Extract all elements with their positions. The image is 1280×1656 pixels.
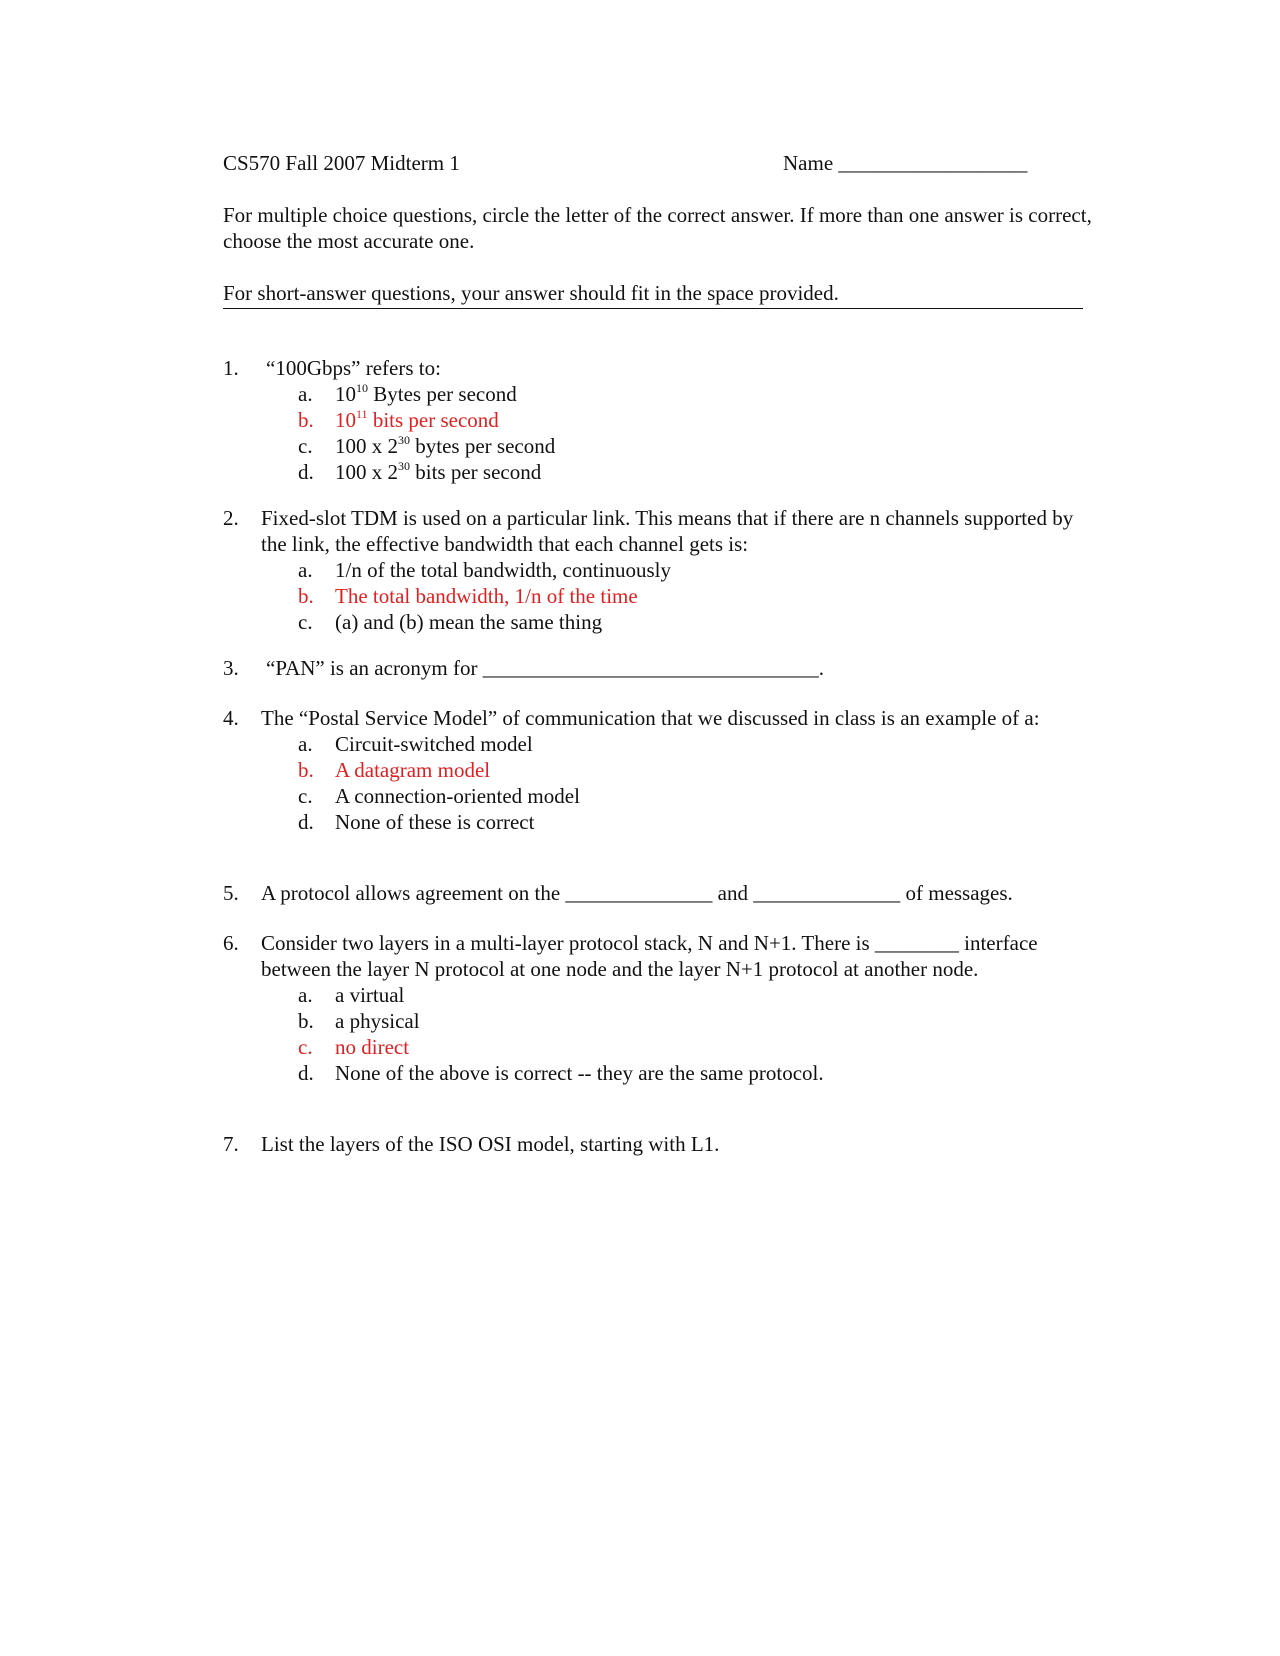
option-b <box>298 1008 1093 1034</box>
option-letter: d. <box>298 460 314 484</box>
option-letter: c. <box>298 1035 313 1059</box>
option-a <box>298 731 1093 757</box>
question-number: 4. <box>223 706 239 730</box>
option-a <box>298 557 1093 583</box>
question-number: 5. <box>223 881 239 905</box>
question-number: 3. <box>223 656 239 680</box>
question-number: 7. <box>223 1132 239 1156</box>
option-text: 100 x $2^{30}$ bits per second <box>335 459 542 484</box>
option-text: no direct <box>335 1035 410 1059</box>
option-list <box>223 731 1093 835</box>
short-answer-instructions: For short-answer questions, your answer should fit in the space provided. <box>223 280 1083 309</box>
question-text: “PAN” is an acronym for ________________________________. <box>266 656 825 680</box>
option-text: a virtual <box>335 983 405 1007</box>
option-letter: d. <box>298 1061 314 1085</box>
option-d <box>298 809 1093 835</box>
option-letter: b. <box>298 408 314 432</box>
option-b-correct-answer <box>298 757 1093 783</box>
option-letter: b. <box>298 758 314 782</box>
question-text: “100Gbps” refers to: <box>266 356 441 380</box>
option-text: (a) and (b) mean the same thing <box>335 610 603 634</box>
option-letter: c. <box>298 434 313 458</box>
option-letter: b. <box>298 584 314 608</box>
option-d <box>298 459 1093 485</box>
question-text: The “Postal Service Model” of communication that we discussed in class is an example of a: <box>261 706 1040 730</box>
option-b-correct-answer <box>298 583 1093 609</box>
option-text: A connection-oriented model <box>335 784 580 808</box>
option-text: 100 x $2^{30}$ bytes per second <box>335 433 556 458</box>
question-3 <box>223 655 1093 681</box>
question-2 <box>223 505 1093 635</box>
option-text: 1/n of the total bandwidth, continuously <box>335 558 671 582</box>
option-text: $10^{10}$ Bytes per second <box>335 381 517 406</box>
multiple-choice-instructions: For multiple choice questions, circle the letter of the correct answer. If more than one answer is correct, choose the most accurate one. <box>223 203 1092 253</box>
option-a <box>298 982 1093 1008</box>
option-letter: c. <box>298 610 313 634</box>
option-text: A datagram model <box>335 758 491 782</box>
question-1 <box>223 355 1093 485</box>
question-4 <box>223 705 1093 835</box>
option-list <box>223 381 1093 485</box>
option-list <box>223 982 1093 1086</box>
option-list <box>223 557 1093 635</box>
option-c-correct-answer <box>298 1034 1093 1060</box>
question-text: Fixed-slot TDM is used on a particular link. This means that if there are n channels supported by the link, the effective bandwidth that each channel gets is: <box>261 506 1074 556</box>
option-letter: a. <box>298 382 313 406</box>
option-b-correct-answer <box>298 407 1093 433</box>
option-text: The total bandwidth, 1/n of the time <box>335 584 638 608</box>
option-c <box>298 783 1093 809</box>
question-text: A protocol allows agreement on the ______________ and ______________ of messages. <box>261 881 1013 905</box>
option-a <box>298 381 1093 407</box>
exam-header <box>223 150 1083 176</box>
question-6 <box>223 930 1093 1086</box>
question-7 <box>223 1131 1093 1157</box>
question-number: 1. <box>223 356 239 380</box>
option-letter: c. <box>298 784 313 808</box>
question-text: List the layers of the ISO OSI model, starting with L1. <box>261 1132 720 1156</box>
question-5 <box>223 880 1093 906</box>
option-letter: a. <box>298 983 313 1007</box>
option-letter: b. <box>298 1009 314 1033</box>
option-text: None of the above is correct -- they are the same protocol. <box>335 1061 824 1085</box>
option-letter: a. <box>298 558 313 582</box>
name-field: Name __________________ <box>783 151 1028 175</box>
option-letter: a. <box>298 732 313 756</box>
option-text: Circuit-switched model <box>335 732 533 756</box>
question-number: 6. <box>223 931 239 955</box>
question-number: 2. <box>223 506 239 530</box>
option-text: a physical <box>335 1009 420 1033</box>
option-c <box>298 609 1093 635</box>
option-c <box>298 433 1093 459</box>
option-text: $10^{11}$ bits per second <box>335 407 499 432</box>
course-title: CS570 Fall 2007 Midterm 1 <box>223 151 460 175</box>
option-text: None of these is correct <box>335 810 535 834</box>
question-text: Consider two layers in a multi-layer protocol stack, N and N+1. There is ________ interface between the layer N protocol at one node and the layer N+1 protocol at another node. <box>261 931 1038 981</box>
option-d <box>298 1060 1093 1086</box>
option-letter: d. <box>298 810 314 834</box>
